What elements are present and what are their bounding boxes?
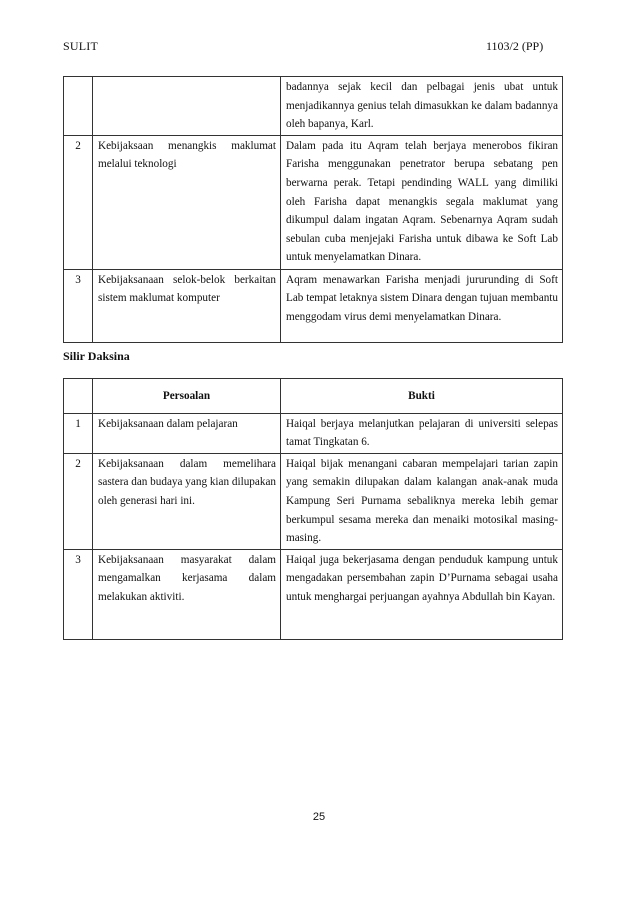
row-persoalan: Kebijaksanaan selok-belok berkaitan sistem maklumat komputer: [93, 269, 281, 342]
row-persoalan: Kebijaksanaan dalam memelihara sastera dan budaya yang kian dilupakan oleh generasi hari ini.: [93, 453, 281, 549]
row-persoalan: Kebijaksanaan masyarakat dalam mengamalkan kerjasama dalam melakukan aktiviti.: [93, 549, 281, 639]
section-title: Silir Daksina: [63, 349, 130, 363]
table-sastera-1: [63, 76, 563, 343]
table-row: [64, 549, 563, 639]
row-number: 1: [64, 413, 93, 453]
header-left: SULIT: [63, 39, 98, 53]
table-row: [64, 413, 563, 453]
row-number: 3: [64, 269, 93, 342]
table-row: [64, 269, 563, 342]
table-header-row: [64, 379, 563, 414]
row-bukti: Dalam pada itu Aqram telah berjaya menerobos fikiran Farisha menggunakan penetrator berupa sebatang pen berwarna perak. Tetapi pendinding WALL yang dimiliki oleh Farisha dapat menangkis segala maklumat yang dikumpul dalam ingatan Aqram. Sebenarnya Aqram sudah sebulan cuba menjejaki Farisha untuk dibawa ke Soft Lab untuk menyelamatkan Dinara.: [281, 135, 563, 269]
header-persoalan: Persoalan: [93, 379, 281, 414]
page-number: 25: [312, 811, 326, 823]
row-persoalan: [93, 77, 281, 136]
row-bukti: Aqram menawarkan Farisha menjadi jururunding di Soft Lab tempat letaknya sistem Dinara dengan tujuan membantu menggodam virus demi menyelamatkan Dinara.: [281, 269, 563, 342]
row-bukti: Haiqal juga bekerjasama dengan penduduk kampung untuk mengadakan persembahan zapin D’Purnama sebagai usaha untuk menghargai perjuangan ayahnya Abdullah bin Kayan.: [281, 549, 563, 639]
header-right: 1103/2 (PP): [486, 39, 544, 53]
row-persoalan: Kebijaksanaan dalam pelajaran: [93, 413, 281, 453]
table-silir-daksina: [63, 378, 563, 640]
header-bukti: Bukti: [281, 379, 563, 414]
table-row: [64, 453, 563, 549]
row-bukti: Haiqal bijak menangani cabaran mempelajari tarian zapin yang semakin dilupakan dalam kalangan anak-anak muda Kampung Seri Purnama sebaliknya mereka lebih gemar berkumpul sesama mereka dan menaiki motosikal masing-masing.: [281, 453, 563, 549]
row-number: 2: [64, 135, 93, 269]
row-number: 3: [64, 549, 93, 639]
header-number: [64, 379, 93, 414]
row-number: [64, 77, 93, 136]
row-number: 2: [64, 453, 93, 549]
table-row: [64, 135, 563, 269]
row-persoalan: Kebijaksaan menangkis maklumat melalui teknologi: [93, 135, 281, 269]
row-bukti: badannya sejak kecil dan pelbagai jenis ubat untuk menjadikannya genius telah dimasukkan ke dalam badannya oleh bapanya, Karl.: [281, 77, 563, 136]
table-row: [64, 77, 563, 136]
row-bukti: Haiqal berjaya melanjutkan pelajaran di universiti selepas tamat Tingkatan 6.: [281, 413, 563, 453]
